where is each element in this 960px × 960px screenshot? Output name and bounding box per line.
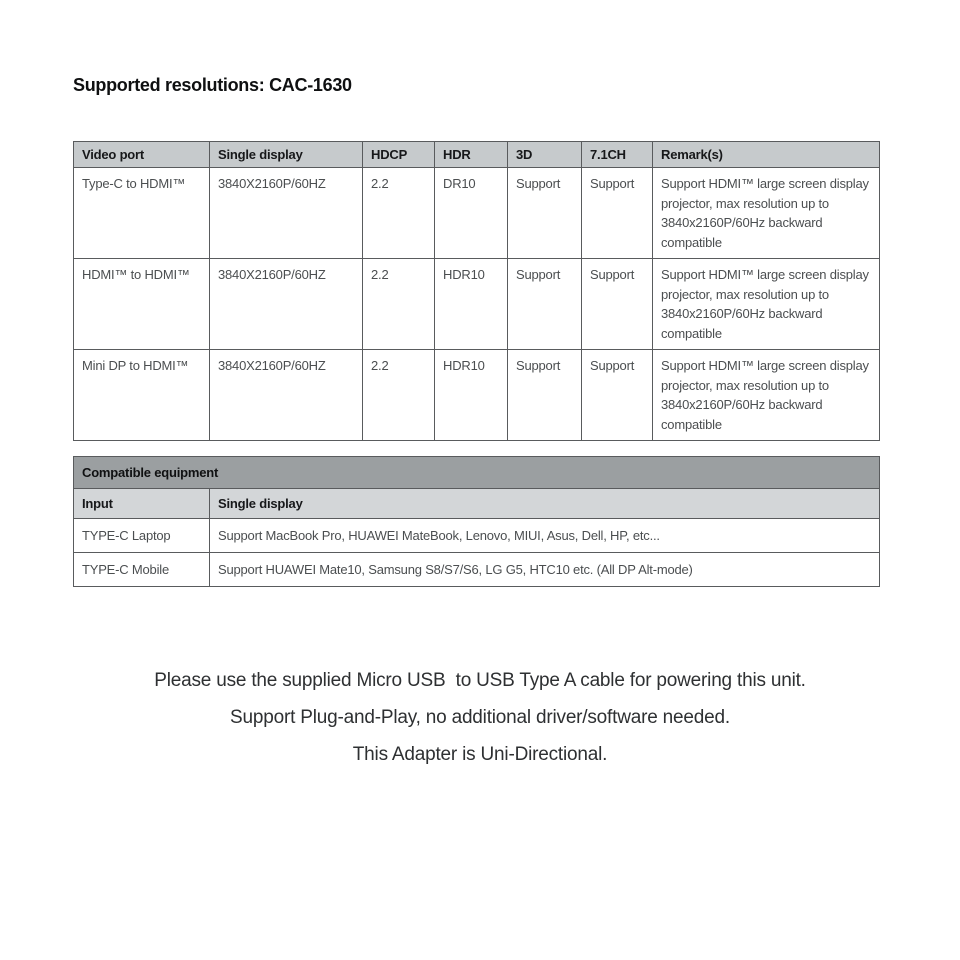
cell-hdr: DR10 <box>435 168 508 259</box>
cell-single-display: 3840X2160P/60HZ <box>210 350 363 441</box>
cell-71ch: Support <box>582 168 653 259</box>
cell-video-port: Type-C to HDMI™ <box>74 168 210 259</box>
column-header-video-port: Video port <box>74 142 210 168</box>
note-power-cable: Please use the supplied Micro USB to USB Type A cable for powering this unit. <box>154 670 806 691</box>
table-section-title: Compatible equipment <box>74 457 880 489</box>
cell-71ch: Support <box>582 259 653 350</box>
column-header-hdr: HDR <box>435 142 508 168</box>
note-plug-and-play: Support Plug-and-Play, no additional driver/software needed. <box>230 707 730 728</box>
cell-single-display: 3840X2160P/60HZ <box>210 259 363 350</box>
column-header-remarks: Remark(s) <box>653 142 880 168</box>
table-row <box>74 519 880 553</box>
cell-3d: Support <box>508 350 582 441</box>
column-header-single-display: Single display <box>210 142 363 168</box>
compatible-header-row <box>74 489 880 519</box>
table-row <box>74 350 880 441</box>
compatible-equipment-table <box>73 456 880 587</box>
column-header-input: Input <box>74 489 210 519</box>
supported-resolutions-table <box>73 141 880 441</box>
column-header-hdcp: HDCP <box>363 142 435 168</box>
column-header-71ch: 7.1CH <box>582 142 653 168</box>
cell-single-display: Support MacBook Pro, HUAWEI MateBook, Lenovo, MIUI, Asus, Dell, HP, etc... <box>210 519 880 553</box>
cell-hdr: HDR10 <box>435 259 508 350</box>
page-title: Supported resolutions: CAC-1630 <box>73 75 352 95</box>
table-row <box>74 168 880 259</box>
compatible-equipment-title-row <box>74 457 880 489</box>
cell-3d: Support <box>508 259 582 350</box>
cell-remark: Support HDMI™ large screen display projector, max resolution up to 3840x2160P/60Hz backward compatible <box>653 259 880 350</box>
usage-notes <box>0 662 960 773</box>
table-row <box>74 259 880 350</box>
cell-hdr: HDR10 <box>435 350 508 441</box>
cell-input: TYPE-C Laptop <box>74 519 210 553</box>
cell-remark: Support HDMI™ large screen display projector, max resolution up to 3840x2160P/60Hz backward compatible <box>653 168 880 259</box>
cell-71ch: Support <box>582 350 653 441</box>
cell-single-display: Support HUAWEI Mate10, Samsung S8/S7/S6, LG G5, HTC10 etc. (All DP Alt-mode) <box>210 553 880 587</box>
resolutions-header-row <box>74 142 880 168</box>
cell-hdcp: 2.2 <box>363 168 435 259</box>
cell-single-display: 3840X2160P/60HZ <box>210 168 363 259</box>
cell-3d: Support <box>508 168 582 259</box>
cell-hdcp: 2.2 <box>363 259 435 350</box>
cell-video-port: HDMI™ to HDMI™ <box>74 259 210 350</box>
table-row <box>74 553 880 587</box>
cell-remark: Support HDMI™ large screen display projector, max resolution up to 3840x2160P/60Hz backward compatible <box>653 350 880 441</box>
cell-hdcp: 2.2 <box>363 350 435 441</box>
column-header-single-display: Single display <box>210 489 880 519</box>
cell-input: TYPE-C Mobile <box>74 553 210 587</box>
note-uni-directional: This Adapter is Uni-Directional. <box>352 744 608 765</box>
cell-video-port: Mini DP to HDMI™ <box>74 350 210 441</box>
column-header-3d: 3D <box>508 142 582 168</box>
